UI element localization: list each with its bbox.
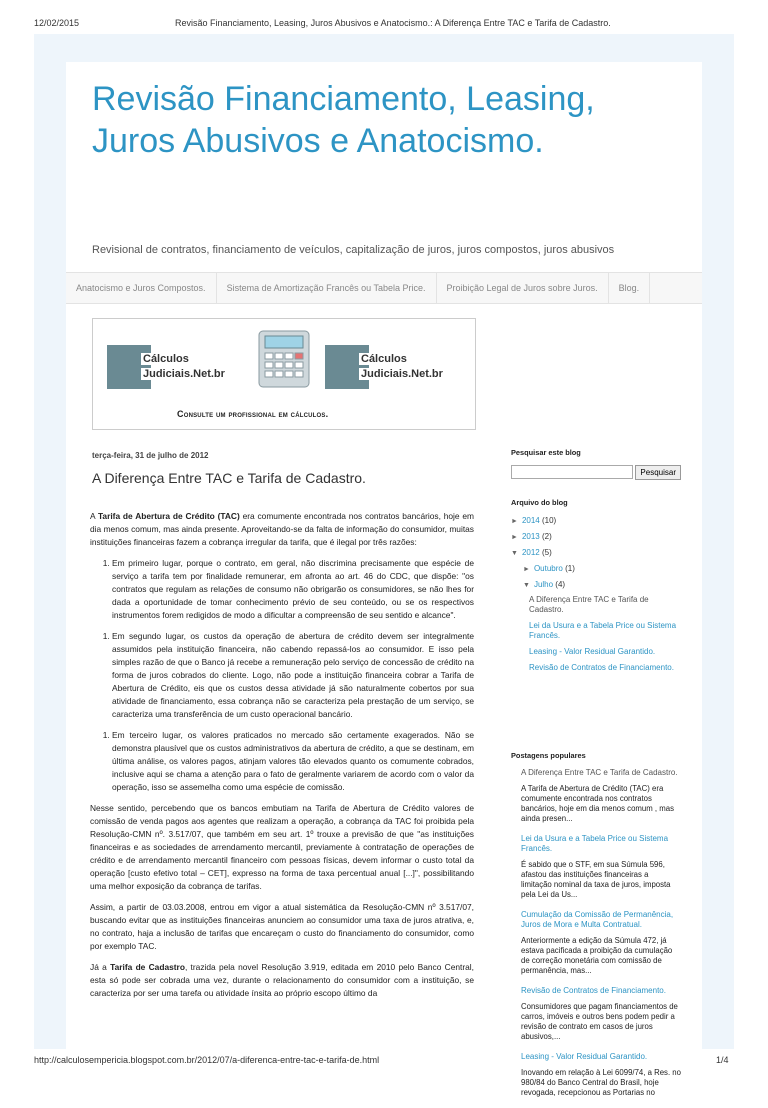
archive-post-link[interactable]: Revisão de Contratos de Financiamento. [529,663,674,672]
sidebar [511,448,681,1108]
reasons-list [90,630,474,721]
blog-title[interactable]: Revisão Financiamento, Leasing, Juros Abusivos e Anatocismo. [92,80,595,160]
para4-bold-term: Tarifa de Cadastro [110,962,185,972]
popular-widget-title: Postagens populares [511,751,586,760]
archive-count: (2) [541,532,552,541]
popular-post-title[interactable]: Leasing - Valor Residual Garantido. [521,1052,648,1061]
logo-text-line2: Judiciais.Net.br [143,368,225,380]
logo-text-line1: Cálculos [361,353,407,365]
reason-item-2: 1. Em segundo lugar, os custos da operação de abertura de crédito devem ser integralmente assumidos pela instituição financeira, não cabendo repassá-los ao consumidor. E isso pela simples razão de que o Banco já recebe a remuneração pelo serviço de concessão de crédito na forma de juros cobrados do cliente. Logo, não pode a instituição financeira cobrar a Tarifa de Abertura de Crédito, eis que os custos dessa atividade já são naturalmente cobertos por sua atividade de financiamento, essa cobrança não se caracteriza pela prestação de um serviço, se caracteriza uma transferência de um custo operacional bancário. [112,630,474,721]
tab-proibicao-juros[interactable]: Proibição Legal de Juros sobre Juros. [437,273,609,303]
intro-text: era comumente encontrada nos contratos bancários, hoje em dia menos comum, mas ainda presente. Aproveitando-se da falta de informação do consumidor, muitas instituições financeiras fazem a cobrança irregular da tarifa, que é ilegal por três razões: [90,511,475,547]
tab-tabela-price[interactable]: Sistema de Amortização Francês ou Tabela Price. [217,273,437,303]
post-body [90,510,474,1008]
print-header [0,0,768,28]
popular-post-item [511,910,681,976]
post-date: terça-feira, 31 de julho de 2012 [92,451,209,460]
blog-description: Revisional de contratos, financiamento de veículos, capitalização de juros, juros compostos, juros abusivos [92,244,615,256]
archive-year-2012 [511,547,681,559]
popular-post-snippet: Consumidores que pagam financiamentos de carros, imóveis e outros bens podem pedir a revisão de contrato em casos de juros abusivos,... [521,1002,678,1041]
popular-post-title[interactable]: Revisão de Contratos de Financiamento. [521,986,666,995]
popular-post-snippet: É sabido que o STF, em sua Súmula 596, afastou das instituições financeiras a limitação nominal da taxa de juros, imposta pela Lei da Us... [521,860,671,899]
archive-link-2013[interactable]: 2013 [521,532,540,541]
search-input[interactable] [511,465,633,479]
reasons-list [90,557,474,622]
popular-post-snippet: Anteriormente a edição da Súmula 472, já estava pacificada a proibição da cumulação de correção monetária com comissão de permanência, mas... [521,936,673,975]
print-date: 12/02/2015 [34,18,80,28]
popular-post-item [511,768,681,824]
archive-count: (1) [565,564,575,573]
archive-post-link[interactable]: Lei da Usura e a Tabela Price ou Sistema Francês. [529,621,677,640]
reasons-list [90,729,474,794]
popular-post-title[interactable]: Lei da Usura e a Tabela Price ou Sistema Francês. [521,834,669,853]
banner-logo-left [107,335,229,401]
archive-month-outubro [511,563,681,575]
popular-post-title[interactable]: A Diferença Entre TAC e Tarifa de Cadastro. [521,768,678,777]
post-title[interactable]: A Diferença Entre TAC e Tarifa de Cadastro. [92,470,366,486]
intro-bold-term: Tarifa de Abertura de Crédito (TAC) [97,511,240,521]
popular-post-item [511,1052,681,1098]
popular-posts-list [511,768,681,1098]
archive-link-outubro[interactable]: Outubro [533,564,563,573]
para4-prefix: Já a [90,962,111,972]
para4-text: , trazida pela novel Resolução 3.919, editada em 2010 pelo Banco Central, esta só pode ser cobrada uma vez, durante o relacionamento do consumidor com a instituição, se caracteriza por ser uma tarefa ou atividade ínsita ao próprio escopo último da [90,962,474,998]
logo-box-shape [107,345,151,389]
calculator-icon [255,327,313,391]
logo-text-line1: Cálculos [143,353,189,365]
print-page-title: Revisão Financiamento, Leasing, Juros Abusivos e Anatocismo.: A Diferença Entre TAC e Tarifa de Cadastro. [175,18,611,28]
intro-prefix: A [90,511,98,521]
advert-banner[interactable] [92,318,476,430]
popular-post-item [511,834,681,900]
archive-link-2014[interactable]: 2014 [521,516,540,525]
post-paragraph-2: Nesse sentido, percebendo que os bancos embutiam na Tarifa de Abertura de Crédito valores de comissão de venda pagos aos agentes que realizam a operação, a cobrança da TAC foi proibida pela Resolução-CMN nº. 3.517/07, que também em seu art. 1º trouxe a previsão de que "as instituições financeiras e as sociedades de arrendamento mercantil, previamente à contratação de operações de crédito e de arrendamento mercantil financeiro com pessoas físicas, devem informar o custo total da operação [custo efetivo total – CET], expresso na forma de taxa percentual anual [...]", possibilitando uma melhor exposição da cobrança de tarifas. [90,803,474,891]
popular-post-snippet: A Tarifa de Abertura de Crédito (TAC) era comumente encontrada nos contratos bancários, hoje em dia menos comum , mas ainda presen... [521,784,674,823]
archive-post-link[interactable]: Leasing - Valor Residual Garantido. [529,647,656,656]
expand-arrow-icon[interactable]: ► [511,518,518,525]
print-page-number: 1/4 [716,1055,729,1065]
archive-widget-title: Arquivo do blog [511,498,568,507]
search-form [511,465,681,480]
print-url: http://calculosempericia.blogspot.com.br/2012/07/a-diferenca-entre-tac-e-tarifa-de.html [34,1055,380,1065]
tab-anatocismo[interactable]: Anatocismo e Juros Compostos. [66,273,217,303]
expand-arrow-icon[interactable]: ► [523,566,530,573]
archive-month-julho [511,579,681,591]
tab-blog[interactable]: Blog. [609,273,651,303]
archive-link-julho[interactable]: Julho [533,580,554,589]
logo-box-shape [325,345,369,389]
popular-post-title[interactable]: Cumulação da Comissão de Permanência, Juros de Mora e Multa Contratual. [521,910,674,929]
archive-post-link[interactable]: A Diferença Entre TAC e Tarifa de Cadastro. [529,595,649,614]
post-paragraph-3: Assim, a partir de 03.03.2008, entrou em vigor a atual sistemática da Resolução-CMN nº 3.517/07, buscando evitar que as instituições financeiras anunciem ao consumidor uma taxa de juros atrativa, e, no contrato, haja a inclusão de tarifas que encareçam o custo do financiamento do consumidor, como por exemplo TAC. [90,902,474,951]
archive-count: (10) [541,516,557,525]
archive-tree [511,515,681,673]
archive-year-2014 [511,515,681,527]
expand-arrow-icon[interactable]: ► [511,534,518,541]
archive-year-2013 [511,531,681,543]
collapse-arrow-icon[interactable]: ▼ [511,550,518,557]
archive-link-2012[interactable]: 2012 [521,548,540,557]
post-intro [90,510,474,549]
reason-item-1: 1. Em primeiro lugar, porque o contrato, em geral, não discrimina precisamente que espécie de serviço a tarifa tem por finalidade remunerar, em afronta ao art. 46 do CDC, que dispõe: "os contratos que regulam as relações de consumo não obrigarão os consumidores, se não lhes for dada a oportunidade de tomar conhecimento prévio de seu conteúdo, ou se os respectivos instrumentos forem redigidos de modo a dificultar a compreensão de seu sentido e alcance". [112,557,474,622]
popular-post-item [511,986,681,1042]
post-paragraph-4 [90,961,474,1000]
banner-logo-right [325,335,447,401]
search-widget-title: Pesquisar este blog [511,448,581,457]
collapse-arrow-icon[interactable]: ▼ [523,582,530,589]
popular-post-snippet: Inovando em relação à Lei 6099/74, a Res. no 980/84 do Banco Central do Brasil, hoje revogada, recepcionou as Portarias no [521,1068,681,1097]
archive-count: (5) [541,548,552,557]
search-button[interactable]: Pesquisar [635,465,681,480]
archive-post-list [511,595,681,673]
logo-text-line2: Judiciais.Net.br [361,368,443,380]
page-tabs [66,272,702,304]
banner-cta: Consulte um profissional em cálculos. [177,409,329,419]
reason-item-3: 1. Em terceiro lugar, os valores praticados no mercado são certamente exagerados. Não se demonstra plausível que os custos administrativos da abertura de crédito, a que se destinam, em última análise, os valores pagos, atinjam valores tão elevados quanto os comumente cobrados, inclusive aqui se chama a atenção para o fato de geralmente variarem de acordo com o valor da operação, isso se assemelha como uma espécie de comissão. [112,729,474,794]
archive-count: (4) [555,580,566,589]
